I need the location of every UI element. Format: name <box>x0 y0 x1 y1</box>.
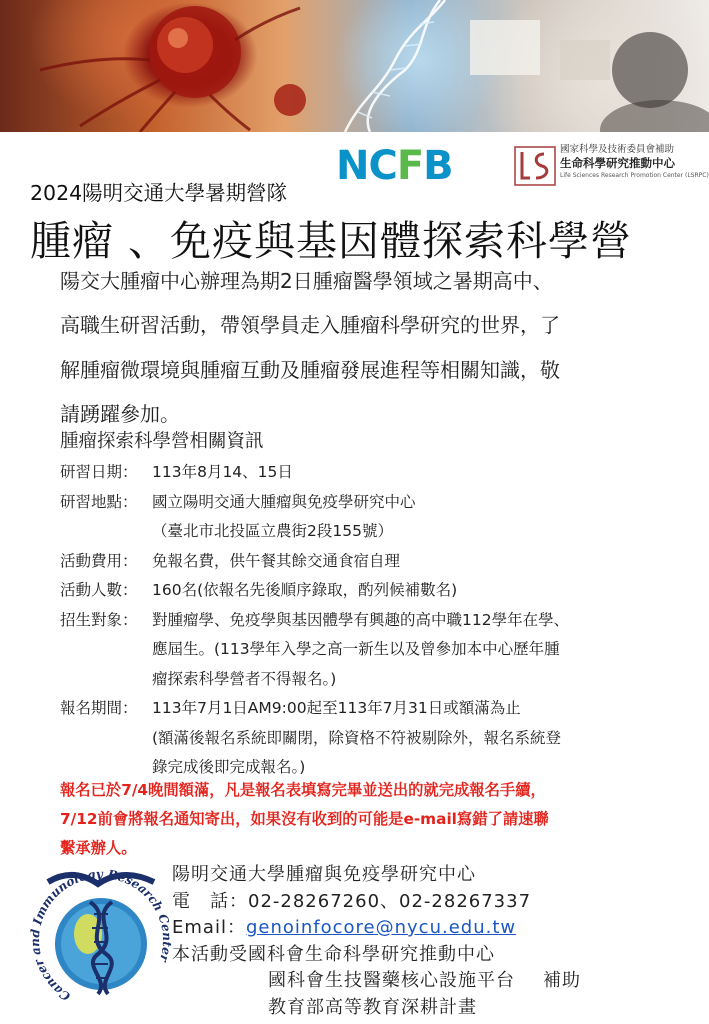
intro-line: 高職生研習活動，帶領學員走入腫瘤科學研究的世界，了 <box>60 313 560 338</box>
sponsor-line-2-suffix: 補助 <box>543 970 581 991</box>
ncfb-logo-mid: F <box>396 143 424 189</box>
sponsor-line-1: 本活動受國科會生命科學研究推動中心 <box>172 943 495 965</box>
intro-paragraph <box>60 259 680 436</box>
lsrpc-line1: 國家科學及技術委員會補助 <box>560 144 675 155</box>
date-value: 113年8月14、15日 <box>152 463 293 481</box>
place-value: 國立陽明交通大腫瘤與免疫學研究中心 <box>152 492 416 511</box>
period-continued: 錄完成後即完成報名。) <box>152 758 306 776</box>
header-banner-image <box>0 0 709 132</box>
lsrpc-logo-text <box>560 144 709 180</box>
registration-full-notice <box>60 776 690 863</box>
page-title: 腫瘤 、免疫與基因體探索科學營 <box>30 217 633 265</box>
intro-line: 解腫瘤微環境與腫瘤互動及腫瘤發展進程等相關知識，敬 <box>60 357 560 382</box>
sponsor-line-3: 教育部高等教育深耕計畫 <box>268 996 477 1018</box>
info-row-count <box>60 576 700 606</box>
place-address: （臺北市北投區立農街2段155號） <box>152 522 393 540</box>
period-label: 報名期間： <box>60 699 138 717</box>
date-label: 研習日期： <box>60 463 138 481</box>
contact-org: 陽明交通大學腫瘤與免疫學研究中心 <box>172 864 476 885</box>
ncfb-logo-left: NC <box>336 143 397 189</box>
cancer-cell-dna-lab-banner-icon <box>0 0 709 132</box>
fee-value: 免報名費，供午餐其餘交通食宿自理 <box>152 551 401 570</box>
contact-block <box>172 862 692 1021</box>
fee-label: 活動費用： <box>60 551 138 570</box>
period-continued: (額滿後報名系統即關閉，除資格不符被剔除外，報名系統登 <box>152 728 562 747</box>
place-label: 研習地點： <box>60 492 138 511</box>
contact-phone-line <box>172 889 692 916</box>
info-row-target <box>60 606 700 636</box>
count-value: 160名(依報名先後順序錄取，酌列候補數名) <box>152 581 458 599</box>
intro-line: 陽交大腫瘤中心辦理為期2日腫瘤醫學領域之暑期高中、 <box>60 269 553 293</box>
cancer-immunology-research-center-emblem-icon <box>28 862 174 1012</box>
contact-email-line <box>172 915 692 942</box>
info-row-period <box>60 694 700 724</box>
email-link[interactable]: genoinfocore@nycu.edu.tw <box>245 917 517 938</box>
target-value: 對腫瘤學、免疫學與基因體學有興趣的高中職112學年在學、 <box>152 610 570 629</box>
notice-line: 7/12前會將報名通知寄出，如果沒有收到的可能是e-mail寫錯了請速聯 <box>60 810 549 828</box>
info-row-fee <box>60 547 700 577</box>
emblem-ring-text-path: Cancer and Immunology Research Center <box>28 866 174 1004</box>
ncfb-logo-right: B <box>423 143 453 189</box>
target-continued: 瘤探索科學營者不得報名。) <box>152 669 337 688</box>
section-heading: 腫瘤探索科學營相關資訊 <box>60 431 264 452</box>
email-label: Email： <box>172 917 246 938</box>
count-label: 活動人數： <box>60 581 138 599</box>
info-row-date <box>60 458 700 488</box>
phone-label: 電 話： <box>172 890 248 912</box>
info-list <box>60 458 700 783</box>
target-label: 招生對象： <box>60 610 138 629</box>
ncfb-logo <box>336 144 453 188</box>
target-continued: 應屆生。(113學年入學之高一新生以及曾參加本中心歷年腫 <box>152 640 560 658</box>
sponsor-line-2-text: 國科會生技醫藥核心設施平台 <box>268 970 515 991</box>
notice-line: 報名已於7/4晚間額滿，凡是報名表填寫完畢並送出的就完成報名手續， <box>60 781 546 799</box>
intro-line: 請踴躍參加。 <box>60 401 180 426</box>
period-value: 113年7月1日AM9:00起至113年7月31日或額滿為止 <box>152 699 521 717</box>
page-subtitle: 2024陽明交通大學暑期營隊 <box>30 181 288 205</box>
sponsor-logos <box>336 142 709 190</box>
lsrpc-line2: 生命科學研究推動中心 <box>560 156 675 170</box>
sponsor-line-2 <box>172 968 692 995</box>
lsrpc-logo-icon <box>514 146 556 186</box>
notice-line: 繫承辦人。 <box>60 839 137 857</box>
phone-value: 02-28267260、02-28267337 <box>248 890 532 912</box>
info-row-place <box>60 488 700 518</box>
lsrpc-line3: Life Sciences Research Promotion Center (LSRPC) <box>560 172 709 179</box>
